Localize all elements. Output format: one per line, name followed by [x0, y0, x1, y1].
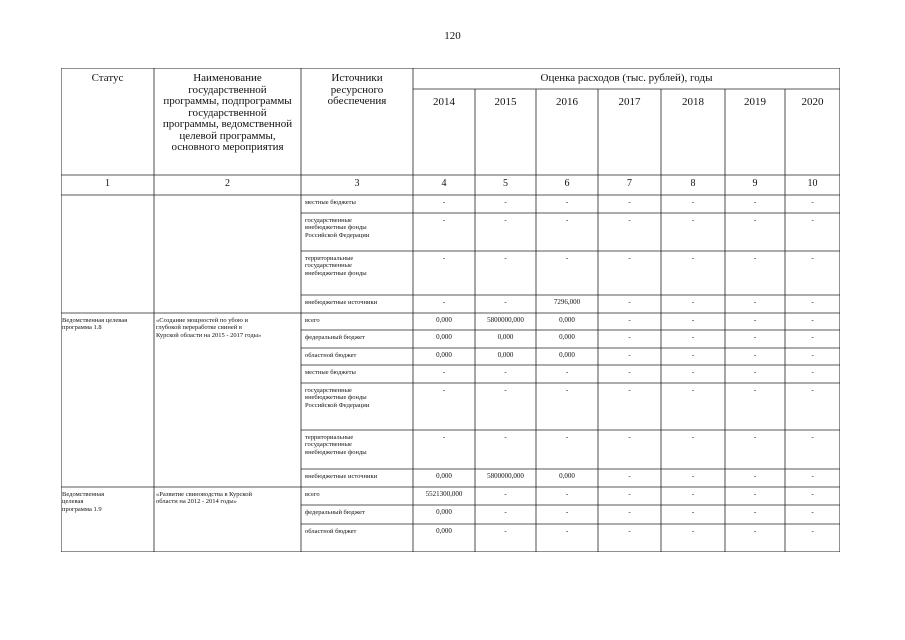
value-cell — [536, 299, 598, 306]
value-cell — [661, 491, 725, 498]
value-cell — [725, 255, 785, 262]
funding-source-line: внебюджетные источники — [305, 299, 378, 306]
funding-source — [305, 528, 409, 535]
value-cell — [785, 528, 840, 535]
value-cell — [413, 317, 475, 324]
funding-source — [305, 199, 409, 206]
header-program-name — [154, 73, 301, 154]
funding-source — [305, 491, 409, 498]
value-cell-line: - — [691, 351, 695, 359]
value-cell-line: - — [442, 368, 446, 376]
value-cell-line: - — [691, 527, 695, 535]
value-cell — [536, 199, 598, 206]
header-year-line: 2019 — [744, 96, 766, 108]
value-cell-line: - — [504, 254, 507, 262]
value-cell-line: - — [753, 216, 757, 224]
value-cell — [475, 352, 536, 359]
value-cell — [536, 434, 598, 441]
header-year-line: 2014 — [433, 96, 455, 108]
value-cell — [413, 528, 475, 535]
column-number — [475, 179, 536, 190]
value-cell-line: 5521300,000 — [425, 490, 463, 498]
value-cell — [785, 299, 840, 306]
value-cell-line: - — [565, 216, 569, 224]
value-cell — [725, 528, 785, 535]
value-cell-line: 0,000 — [436, 472, 452, 480]
value-cell-line: - — [565, 198, 569, 206]
value-cell — [661, 387, 725, 394]
value-cell — [725, 387, 785, 394]
value-cell-line: - — [628, 490, 631, 498]
program-name-line: «Создание мощностей по убою и — [156, 317, 248, 324]
column-number-line: 9 — [752, 178, 758, 189]
funding-source — [305, 352, 409, 359]
program-status-line: программа 1.8 — [62, 324, 102, 332]
value-cell-line: - — [691, 333, 695, 341]
column-number — [725, 179, 785, 190]
value-cell — [413, 352, 475, 359]
program-name-line: области на 2012 - 2014 годы» — [156, 498, 237, 506]
value-cell-line: - — [811, 351, 814, 359]
program-name — [156, 491, 299, 506]
value-cell-line: - — [565, 254, 569, 262]
value-cell-line: - — [811, 433, 814, 441]
funding-source-line: территориальные — [305, 255, 354, 262]
value-cell — [413, 473, 475, 480]
value-cell-line: - — [628, 508, 631, 516]
value-cell-line: - — [504, 368, 507, 376]
header-year-line: 2015 — [494, 96, 517, 108]
header-program-name-line: государственной — [188, 106, 267, 119]
value-cell — [785, 217, 840, 224]
value-cell — [536, 528, 598, 535]
value-cell-line: - — [691, 298, 695, 306]
value-cell — [725, 473, 785, 480]
value-cell-line: - — [565, 508, 569, 516]
value-cell — [785, 434, 840, 441]
value-cell-line: - — [753, 490, 757, 498]
value-cell-line: - — [565, 527, 569, 535]
value-cell — [598, 434, 661, 441]
value-cell-line: - — [811, 472, 814, 480]
header-year — [785, 97, 840, 109]
value-cell-line: - — [565, 433, 569, 441]
value-cell — [785, 509, 840, 516]
column-number — [301, 179, 413, 190]
value-cell-line: - — [504, 508, 507, 516]
value-cell-line: 0,000 — [497, 351, 514, 359]
value-cell — [598, 217, 661, 224]
funding-source — [305, 317, 409, 324]
funding-source-line: всего — [305, 491, 320, 498]
funding-source-line: федеральный бюджет — [305, 509, 365, 516]
value-cell-line: 0,000 — [436, 508, 452, 516]
column-number — [661, 179, 725, 190]
funding-source-line: федеральный бюджет — [305, 334, 365, 341]
header-year-line: 2018 — [682, 96, 704, 108]
value-cell — [475, 299, 536, 306]
program-status-line: Ведомственная целевая — [62, 317, 128, 324]
value-cell — [413, 509, 475, 516]
value-cell-line: - — [504, 527, 507, 535]
column-number — [785, 179, 840, 190]
header-year-line: 2017 — [618, 96, 641, 108]
value-cell-line: - — [628, 333, 631, 341]
value-cell-line: - — [753, 527, 757, 535]
value-cell — [598, 299, 661, 306]
funding-source — [305, 334, 409, 341]
funding-source-line: внебюджетные фонды — [305, 394, 367, 402]
value-cell — [661, 217, 725, 224]
value-cell-line: - — [753, 316, 757, 324]
value-cell — [661, 473, 725, 480]
value-cell-line: - — [811, 508, 814, 516]
funding-source-line: Российской Федерации — [305, 231, 370, 239]
value-cell — [475, 528, 536, 535]
header-program-name-line: государственной — [188, 83, 267, 96]
value-cell — [536, 334, 598, 341]
value-cell — [785, 473, 840, 480]
value-cell-line: 0,000 — [559, 351, 575, 359]
value-cell — [725, 334, 785, 341]
value-cell — [598, 334, 661, 341]
funding-source — [305, 387, 409, 409]
value-cell-line: 0,000 — [559, 333, 575, 341]
column-number — [413, 179, 475, 190]
funding-source-line: всего — [305, 317, 320, 324]
value-cell-line: - — [691, 198, 695, 206]
program-name — [156, 317, 299, 339]
value-cell — [785, 491, 840, 498]
value-cell-line: - — [753, 198, 757, 206]
value-cell — [413, 434, 475, 441]
header-program-name-line: основного мероприятия — [171, 141, 284, 154]
value-cell-line: - — [442, 298, 446, 306]
value-cell-line: - — [504, 386, 507, 394]
value-cell-line: 0,000 — [436, 351, 452, 359]
program-status — [62, 491, 153, 513]
header-year-line: 2016 — [556, 96, 578, 108]
value-cell — [536, 473, 598, 480]
value-cell — [725, 352, 785, 359]
value-cell-line: - — [504, 490, 507, 498]
expenditure-table — [61, 68, 840, 552]
value-cell-line: - — [504, 216, 507, 224]
value-cell — [661, 334, 725, 341]
value-cell-line: 5800000,000 — [487, 472, 524, 480]
header-funding-source-line: ресурсного — [330, 83, 384, 96]
funding-source-line: государственные — [305, 217, 352, 224]
value-cell — [725, 369, 785, 376]
value-cell — [413, 334, 475, 341]
value-cell — [598, 509, 661, 516]
value-cell-line: - — [691, 508, 695, 516]
header-year — [536, 97, 598, 109]
value-cell — [536, 491, 598, 498]
value-cell-line: - — [628, 316, 631, 324]
value-cell — [725, 199, 785, 206]
column-number — [536, 179, 598, 190]
header-funding-source — [301, 73, 413, 108]
value-cell-line: 0,000 — [436, 333, 452, 341]
value-cell — [536, 317, 598, 324]
value-cell — [785, 255, 840, 262]
column-number-line: 6 — [564, 178, 570, 189]
value-cell — [536, 387, 598, 394]
value-cell-line: - — [753, 433, 757, 441]
header-year — [413, 97, 475, 109]
funding-source-line: государственные — [305, 262, 352, 270]
funding-source-line: местные бюджеты — [305, 199, 356, 206]
value-cell — [475, 334, 536, 341]
value-cell — [536, 217, 598, 224]
funding-source-line: внебюджетные фонды — [305, 269, 367, 277]
value-cell-line: - — [753, 386, 757, 394]
value-cell — [785, 387, 840, 394]
header-year — [475, 97, 536, 109]
value-cell-line: - — [811, 198, 814, 206]
value-cell-line: - — [691, 386, 695, 394]
program-name-line: глубокой переработке свиней в — [156, 324, 242, 332]
value-cell — [725, 509, 785, 516]
funding-source — [305, 434, 409, 456]
value-cell-line: - — [504, 198, 507, 206]
value-cell-line: - — [811, 490, 814, 498]
header-funding-source-line: Источники — [331, 72, 383, 84]
column-number-line: 5 — [503, 178, 508, 189]
value-cell-line: - — [753, 351, 757, 359]
value-cell — [413, 255, 475, 262]
header-status — [61, 73, 154, 85]
value-cell — [475, 255, 536, 262]
value-cell-line: - — [753, 298, 757, 306]
value-cell — [536, 352, 598, 359]
program-name-line: Курской области на 2015 - 2017 годы» — [156, 331, 262, 339]
page-number: 120 — [444, 30, 461, 42]
value-cell-line: 5800000,000 — [487, 316, 524, 324]
value-cell-line: 0,000 — [436, 316, 452, 324]
value-cell — [725, 217, 785, 224]
header-funding-source-line: обеспечения — [327, 95, 387, 108]
value-cell-line: 7296,000 — [553, 298, 581, 306]
program-status — [62, 317, 153, 332]
value-cell-line: - — [753, 254, 757, 262]
value-cell — [598, 255, 661, 262]
header-program-name-line: Наименование — [193, 72, 262, 84]
value-cell — [475, 387, 536, 394]
value-cell-line: - — [691, 254, 695, 262]
column-number-line: 4 — [441, 178, 447, 189]
column-number-line: 7 — [627, 178, 632, 189]
value-cell — [725, 299, 785, 306]
column-number — [154, 179, 301, 190]
column-number-line: 8 — [690, 178, 696, 189]
value-cell — [785, 199, 840, 206]
funding-source-line: территориальные — [305, 434, 354, 441]
value-cell — [475, 317, 536, 324]
value-cell — [413, 199, 475, 206]
header-year — [725, 97, 785, 109]
value-cell — [475, 369, 536, 376]
funding-source-line: местные бюджеты — [305, 369, 356, 376]
value-cell-line: - — [628, 386, 631, 394]
value-cell — [536, 255, 598, 262]
value-cell-line: - — [691, 490, 695, 498]
value-cell-line: - — [691, 216, 695, 224]
value-cell-line: - — [691, 368, 695, 376]
value-cell — [661, 434, 725, 441]
value-cell — [598, 369, 661, 376]
value-cell — [725, 434, 785, 441]
column-number-line: 1 — [105, 178, 110, 189]
value-cell — [598, 317, 661, 324]
header-year-line: 2020 — [801, 96, 824, 108]
value-cell — [475, 199, 536, 206]
funding-source-line: внебюджетные фонды — [305, 224, 367, 232]
value-cell — [785, 369, 840, 376]
value-cell — [598, 473, 661, 480]
value-cell — [413, 299, 475, 306]
value-cell — [598, 352, 661, 359]
value-cell-line: - — [811, 298, 814, 306]
value-cell-line: - — [628, 368, 631, 376]
value-cell-line: - — [691, 472, 695, 480]
value-cell-line: - — [442, 433, 446, 441]
header-program-name-line: программы, подпрограммы — [163, 95, 292, 108]
value-cell — [598, 387, 661, 394]
header-program-name-line: программы, ведомственной — [162, 118, 293, 131]
value-cell — [661, 369, 725, 376]
value-cell-line: - — [442, 198, 446, 206]
value-cell-line: - — [753, 472, 757, 480]
funding-source-line: государственные — [305, 387, 352, 394]
value-cell-line: - — [811, 254, 814, 262]
value-cell — [413, 369, 475, 376]
funding-source — [305, 473, 409, 480]
column-number — [598, 179, 661, 190]
value-cell-line: - — [628, 351, 631, 359]
column-number-line: 2 — [225, 178, 230, 189]
header-expense-estimate-line: Оценка расходов (тыс. рублей), годы — [540, 72, 713, 84]
funding-source — [305, 255, 409, 277]
value-cell-line: - — [504, 298, 507, 306]
value-cell — [725, 317, 785, 324]
value-cell — [785, 352, 840, 359]
value-cell-line: - — [753, 368, 757, 376]
column-number-line: 3 — [354, 178, 360, 189]
value-cell — [475, 434, 536, 441]
value-cell-line: 0,000 — [497, 333, 514, 341]
value-cell-line: - — [565, 490, 569, 498]
value-cell-line: - — [691, 433, 695, 441]
program-status-line: целевая — [62, 498, 84, 506]
value-cell-line: - — [753, 508, 757, 516]
program-status-line: Ведомственная — [62, 491, 105, 498]
value-cell-line: 0,000 — [559, 472, 575, 480]
value-cell-line: - — [628, 216, 631, 224]
value-cell — [536, 509, 598, 516]
value-cell-line: - — [811, 333, 814, 341]
header-year — [598, 97, 661, 109]
funding-source-line: областной бюджет — [305, 528, 357, 535]
value-cell — [661, 255, 725, 262]
value-cell — [598, 491, 661, 498]
value-cell-line: - — [811, 216, 814, 224]
value-cell — [661, 317, 725, 324]
value-cell — [661, 528, 725, 535]
funding-source — [305, 509, 409, 516]
value-cell — [785, 334, 840, 341]
value-cell-line: 0,000 — [559, 316, 575, 324]
value-cell — [413, 387, 475, 394]
value-cell-line: 0,000 — [436, 527, 452, 535]
value-cell — [661, 199, 725, 206]
value-cell-line: - — [628, 298, 631, 306]
value-cell-line: - — [442, 254, 446, 262]
value-cell — [475, 509, 536, 516]
value-cell — [598, 528, 661, 535]
value-cell — [475, 491, 536, 498]
value-cell-line: - — [811, 386, 814, 394]
header-program-name-line: целевой программы, — [179, 129, 276, 142]
value-cell — [661, 352, 725, 359]
program-name-line: «Развитие свиноводства в Курской — [156, 491, 252, 498]
value-cell — [661, 299, 725, 306]
value-cell-line: - — [811, 527, 814, 535]
header-year — [661, 97, 725, 109]
funding-source-line: внебюджетные фонды — [305, 448, 367, 456]
funding-source-line: внебюджетные источники — [305, 473, 378, 480]
value-cell-line: - — [628, 254, 631, 262]
value-cell-line: - — [628, 472, 631, 480]
funding-source-line: областной бюджет — [305, 352, 357, 359]
column-number — [61, 179, 154, 190]
column-number-line: 10 — [807, 178, 818, 189]
value-cell-line: - — [628, 433, 631, 441]
value-cell — [598, 199, 661, 206]
value-cell — [475, 217, 536, 224]
funding-source-line: Российской Федерации — [305, 401, 370, 409]
program-status-line: программа 1.9 — [62, 505, 102, 513]
header-expense-estimate — [413, 73, 840, 85]
value-cell — [661, 509, 725, 516]
value-cell-line: - — [628, 198, 631, 206]
value-cell-line: - — [753, 333, 757, 341]
value-cell-line: - — [442, 216, 446, 224]
value-cell — [785, 317, 840, 324]
value-cell-line: - — [504, 433, 507, 441]
funding-source-line: государственные — [305, 441, 352, 449]
funding-source — [305, 299, 409, 306]
value-cell — [475, 473, 536, 480]
value-cell-line: - — [565, 386, 569, 394]
value-cell-line: - — [628, 527, 631, 535]
value-cell — [536, 369, 598, 376]
value-cell-line: - — [811, 368, 814, 376]
value-cell-line: - — [691, 316, 695, 324]
value-cell-line: - — [442, 386, 446, 394]
value-cell — [413, 491, 475, 498]
header-status-line: Статус — [91, 72, 124, 84]
value-cell-line: - — [565, 368, 569, 376]
value-cell-line: - — [811, 316, 814, 324]
funding-source — [305, 217, 409, 239]
funding-source — [305, 369, 409, 376]
value-cell — [725, 491, 785, 498]
value-cell — [413, 217, 475, 224]
